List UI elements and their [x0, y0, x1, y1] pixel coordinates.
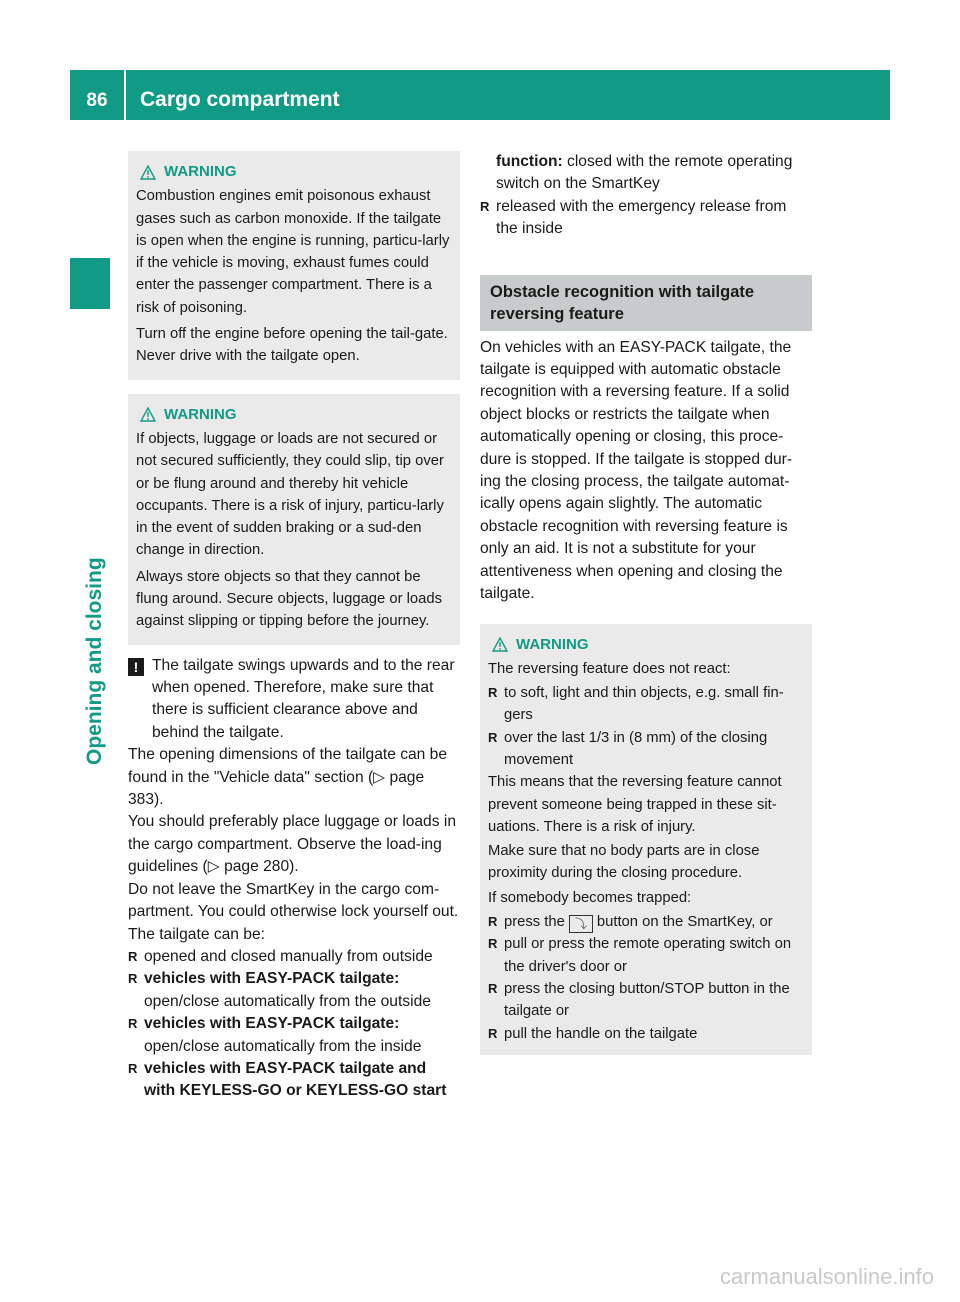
- warning-text: The reversing feature does not react:: [488, 660, 731, 677]
- list-item: R opened and closed manually from outside: [128, 946, 460, 968]
- list-item: R press the closing button/STOP button in the tailgate or: [488, 978, 804, 1023]
- warning-triangle-icon: [140, 165, 156, 180]
- warning-text: If objects, luggage or loads are not secured or not secured sufficiently, they could slip, tip over or be flung around and thereby hit vehicle occupants. There is a risk of injury, particu-larly in the event of sudden braking or a sud-den change in direction.: [136, 430, 444, 559]
- list-item: R vehicles with EASY-PACK tailgate and with KEYLESS-GO or KEYLESS-GO start: [128, 1058, 460, 1103]
- list-item: R vehicles with EASY-PACK tailgate: open/close automatically from the outside: [128, 968, 460, 1013]
- watermark: carmanualsonline.info: [719, 1264, 934, 1289]
- paragraph: You should preferably place luggage or loads in the cargo compartment. Observe the load-ing guidelines (▷ page 280).: [128, 813, 456, 876]
- warning-title: WARNING: [516, 635, 589, 653]
- note-text: The tailgate swings upwards and to the rear when opened. Therefore, make sure that there is sufficient clearance above and behind the tailgate.: [152, 656, 455, 741]
- warning-heading: [140, 161, 452, 183]
- warning-text: This means that the reversing feature cannot prevent someone being trapped in these sit-uations. There is a risk of injury.: [488, 774, 782, 835]
- page-header: [70, 70, 890, 120]
- left-column: [128, 151, 460, 1103]
- chapter-label: Opening and closing: [83, 557, 106, 765]
- chapter-marker: [70, 258, 110, 309]
- list-item: R pull or press the remote operating switch on the driver's door or: [488, 933, 804, 978]
- section-title: Cargo compartment: [140, 88, 340, 111]
- list-item: R released with the emergency release from the inside: [480, 196, 812, 241]
- warning-title: WARNING: [164, 163, 237, 180]
- list-item: R over the last 1/3 in (8 mm) of the closing movement: [488, 727, 804, 772]
- warning-text: Make sure that no body parts are in close proximity during the closing procedure.: [488, 843, 760, 882]
- warning-heading: [140, 404, 452, 426]
- list-item-continued: function: closed with the remote operating switch on the SmartKey: [496, 153, 793, 193]
- page-number: 86: [70, 70, 126, 120]
- list-continued: [480, 196, 812, 241]
- warning-heading: [492, 634, 804, 656]
- trapped-actions-list: [488, 911, 804, 1045]
- list-item: R press the ⤵ button on the SmartKey, or: [488, 911, 804, 933]
- tailgate-key-icon: ⤵: [569, 915, 593, 933]
- list-item: R to soft, light and thin objects, e.g. small fin-gers: [488, 682, 804, 727]
- warning-title: WARNING: [164, 405, 237, 423]
- list-item: R pull the handle on the tailgate: [488, 1023, 804, 1045]
- paragraph: The opening dimensions of the tailgate can be found in the "Vehicle data" section (▷ page 383).: [128, 746, 448, 809]
- warning-text: Turn off the engine before opening the tail-gate. Never drive with the tailgate open.: [136, 326, 448, 365]
- tailgate-options-list: [128, 946, 460, 1103]
- warning-triangle-icon: [492, 637, 508, 652]
- warning-box-luggage: [128, 394, 460, 645]
- section-heading: Obstacle recognition with tailgate reversing feature: [480, 275, 812, 331]
- warning-text: Combustion engines emit poisonous exhaust gases such as carbon monoxide. If the tailgate is open when the engine is running, particu-larly if the vehicle is moving, exhaust fumes could enter the passenger compartment. There is a risk of poisoning.: [136, 188, 450, 316]
- warning-list: [488, 682, 804, 771]
- paragraph: The tailgate can be:: [128, 925, 265, 943]
- warning-box-exhaust: [128, 151, 460, 380]
- paragraph: On vehicles with an EASY-PACK tailgate, the tailgate is equipped with automatic obstacle recognition with a reversing feature. If a solid object blocks or restricts the tailgate when automatically opening or closing, this proce-dure is stopped. If the tailgate is stopped dur-ing the closing process, the tailgate automat-ically opens again slightly. The automatic obstacle recognition with reversing feature is only an aid. It is not a substitute for your attentiveness when opening and closing the tailgate.: [480, 338, 793, 603]
- warning-triangle-icon: [140, 407, 156, 422]
- caution-note: [128, 655, 460, 745]
- warning-box-reversing: [480, 624, 812, 1055]
- warning-text: If somebody becomes trapped:: [488, 889, 692, 906]
- list-item: R vehicles with EASY-PACK tailgate: open/close automatically from the inside: [128, 1013, 460, 1058]
- paragraph: Do not leave the SmartKey in the cargo com-partment. You could otherwise lock yourself out.: [128, 880, 459, 921]
- right-column: [480, 151, 812, 1065]
- warning-text: Always store objects so that they cannot be flung around. Secure objects, luggage or loads against slipping or tipping before the journey.: [136, 568, 443, 630]
- exclamation-icon: !: [128, 658, 144, 676]
